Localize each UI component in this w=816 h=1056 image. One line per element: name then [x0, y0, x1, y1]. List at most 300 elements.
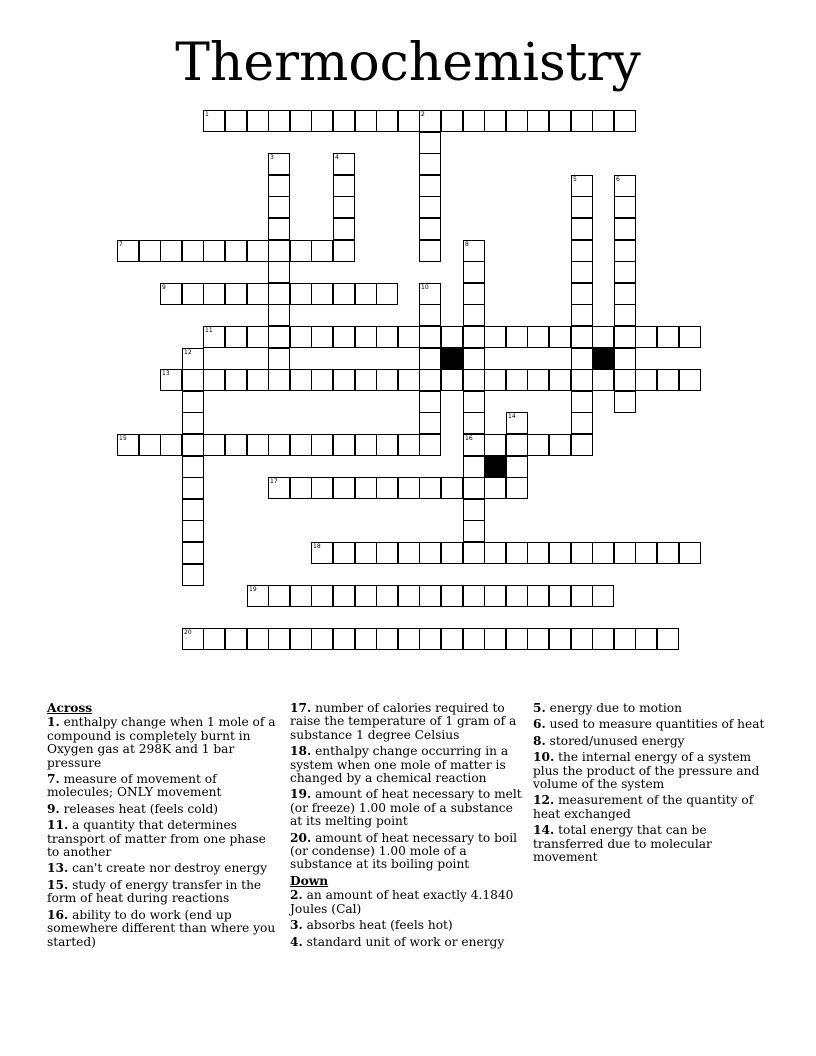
clue-text: amount of heat necessary to boil (or condense) 1.00 mole of a substance at its boiling point: [290, 830, 518, 872]
grid-cell[interactable]: [635, 326, 657, 348]
clues-column-3: [533, 702, 767, 867]
grid-cell[interactable]: [160, 240, 182, 262]
clue-number-label: 7: [119, 241, 123, 248]
grid-cell[interactable]: [419, 196, 441, 218]
grid-cell[interactable]: [182, 499, 204, 521]
grid-cell[interactable]: [355, 110, 377, 132]
clue-number-label: 16: [465, 435, 473, 442]
grid-cell[interactable]: [614, 240, 636, 262]
grid-cell[interactable]: [635, 369, 657, 391]
grid-cell[interactable]: [376, 542, 398, 564]
grid-cell[interactable]: [203, 369, 225, 391]
grid-cell[interactable]: [268, 326, 290, 348]
clue-number: 3.: [290, 918, 303, 933]
grid-cell[interactable]: [311, 477, 333, 499]
grid-cell[interactable]: [268, 369, 290, 391]
grid-cell[interactable]: [398, 434, 420, 456]
grid-cell[interactable]: [506, 369, 528, 391]
grid-cell[interactable]: [398, 369, 420, 391]
grid-cell[interactable]: [527, 585, 549, 607]
grid-cell[interactable]: [398, 326, 420, 348]
grid-cell[interactable]: [290, 283, 312, 305]
grid-cell[interactable]: [333, 218, 355, 240]
grid-cell[interactable]: [657, 542, 679, 564]
grid-cell[interactable]: [355, 477, 377, 499]
grid-cell[interactable]: [463, 283, 485, 305]
grid-cell[interactable]: [441, 326, 463, 348]
grid-cell[interactable]: [290, 434, 312, 456]
grid-cell[interactable]: [679, 369, 701, 391]
grid-cell[interactable]: [333, 477, 355, 499]
grid-cell[interactable]: [657, 369, 679, 391]
grid-cell[interactable]: [419, 348, 441, 370]
clue-number-label: 10: [421, 284, 429, 291]
grid-cell[interactable]: [268, 196, 290, 218]
grid-cell[interactable]: [139, 240, 161, 262]
grid-cell[interactable]: [333, 153, 355, 175]
clue-number: 7.: [47, 772, 60, 787]
clue-number-label: 9: [162, 284, 166, 291]
grid-cell[interactable]: [571, 110, 593, 132]
clue-number-label: 1: [205, 111, 209, 118]
clues-column-1: [47, 702, 281, 952]
grid-cell[interactable]: [268, 348, 290, 370]
grid-cell[interactable]: [268, 304, 290, 326]
clue-number-label: 3: [270, 154, 274, 161]
clue-down-12: [533, 794, 767, 821]
grid-cell[interactable]: [355, 628, 377, 650]
clue-number: 2.: [290, 888, 303, 903]
grid-cell[interactable]: [225, 283, 247, 305]
grid-cell[interactable]: [657, 326, 679, 348]
grid-cell[interactable]: [592, 110, 614, 132]
grid-cell[interactable]: [333, 434, 355, 456]
grid-cell[interactable]: [139, 434, 161, 456]
clue-number-label: 2: [421, 111, 425, 118]
down-heading: Down: [290, 873, 329, 888]
grid-cell[interactable]: [441, 477, 463, 499]
grid-cell[interactable]: [571, 434, 593, 456]
grid-cell[interactable]: [592, 585, 614, 607]
grid-cell[interactable]: [160, 369, 182, 391]
grid-cell[interactable]: [333, 175, 355, 197]
grid-cell[interactable]: [506, 412, 528, 434]
grid-cell[interactable]: [419, 412, 441, 434]
clue-text: standard unit of work or energy: [306, 934, 505, 949]
grid-cell[interactable]: [592, 326, 614, 348]
clue-number: 15.: [47, 877, 69, 892]
clue-text: number of calories required to raise the temperature of 1 gram of a substance 1 degree Celsius: [290, 701, 517, 742]
grid-cell[interactable]: [268, 240, 290, 262]
clue-number: 16.: [47, 907, 69, 922]
grid-cell[interactable]: [419, 628, 441, 650]
grid-cell[interactable]: [268, 218, 290, 240]
clue-text: stored/unused energy: [549, 733, 685, 748]
grid-cell[interactable]: [290, 628, 312, 650]
grid-cell[interactable]: [527, 628, 549, 650]
grid-cell[interactable]: [614, 261, 636, 283]
clue-number-label: 8: [465, 241, 469, 248]
grid-cell[interactable]: [614, 628, 636, 650]
grid-cell[interactable]: [182, 456, 204, 478]
grid-cell[interactable]: [290, 585, 312, 607]
clue-across-19: [290, 788, 524, 828]
grid-cell[interactable]: [203, 283, 225, 305]
grid-cell[interactable]: [506, 456, 528, 478]
grid-cell[interactable]: [160, 434, 182, 456]
grid-cell[interactable]: [419, 434, 441, 456]
grid-cell[interactable]: [398, 628, 420, 650]
grid-cell[interactable]: [463, 369, 485, 391]
grid-cell[interactable]: [355, 283, 377, 305]
grid-cell[interactable]: [506, 110, 528, 132]
clue-across-9: [47, 803, 281, 816]
grid-cell[interactable]: [463, 434, 485, 456]
grid-cell[interactable]: [376, 585, 398, 607]
grid-cell[interactable]: [398, 542, 420, 564]
grid-cell[interactable]: [657, 628, 679, 650]
grid-cell[interactable]: [333, 369, 355, 391]
grid-cell[interactable]: [333, 283, 355, 305]
grid-cell[interactable]: [290, 326, 312, 348]
grid-cell[interactable]: [333, 326, 355, 348]
grid-cell[interactable]: [635, 628, 657, 650]
grid-cell[interactable]: [290, 477, 312, 499]
grid-cell[interactable]: [571, 585, 593, 607]
clue-text: study of energy transfer in the form of heat during reactions: [47, 877, 262, 906]
grid-cell[interactable]: [463, 304, 485, 326]
clue-down-2: [290, 889, 524, 916]
grid-cell[interactable]: [571, 218, 593, 240]
grid-cell[interactable]: [571, 391, 593, 413]
clue-down-8: [533, 735, 767, 748]
grid-cell[interactable]: [311, 283, 333, 305]
grid-cell[interactable]: [203, 434, 225, 456]
grid-cell[interactable]: [376, 110, 398, 132]
grid-cell[interactable]: [419, 240, 441, 262]
grid-cell[interactable]: [419, 132, 441, 154]
grid-cell[interactable]: [182, 542, 204, 564]
clue-down-4: [290, 936, 524, 949]
grid-cell[interactable]: [614, 175, 636, 197]
grid-cell[interactable]: [614, 304, 636, 326]
grid-cell[interactable]: [376, 326, 398, 348]
grid-cell[interactable]: [268, 434, 290, 456]
grid-cell[interactable]: [203, 628, 225, 650]
grid-cell[interactable]: [268, 283, 290, 305]
grid-cell[interactable]: [527, 326, 549, 348]
clue-number-label: 19: [249, 586, 257, 593]
grid-cell[interactable]: [182, 520, 204, 542]
grid-cell[interactable]: [527, 542, 549, 564]
grid-cell[interactable]: [419, 585, 441, 607]
clue-text: enthalpy change when 1 mole of a compound is completely burnt in Oxygen gas at 298K and 1 bar pressure: [47, 715, 276, 770]
grid-cell[interactable]: [441, 585, 463, 607]
grid-cell[interactable]: [311, 585, 333, 607]
grid-cell[interactable]: [182, 240, 204, 262]
grid-cell[interactable]: [441, 628, 463, 650]
grid-cell-black: [441, 348, 463, 370]
grid-cell[interactable]: [571, 412, 593, 434]
grid-cell[interactable]: [527, 110, 549, 132]
grid-cell[interactable]: [311, 542, 333, 564]
grid-cell[interactable]: [614, 218, 636, 240]
clue-text: enthalpy change occurring in a system when one mole of matter is changed by a chemical reaction: [290, 744, 509, 786]
grid-cell[interactable]: [614, 369, 636, 391]
grid-cell[interactable]: [398, 585, 420, 607]
grid-cell[interactable]: [549, 369, 571, 391]
grid-cell[interactable]: [419, 175, 441, 197]
grid-cell[interactable]: [419, 369, 441, 391]
grid-cell[interactable]: [571, 261, 593, 283]
clue-text: the internal energy of a system plus the product of the pressure and volume of the system: [533, 750, 760, 792]
grid-cell[interactable]: [225, 110, 247, 132]
clue-number-label: 6: [616, 176, 620, 183]
grid-cell[interactable]: [419, 542, 441, 564]
page-title: Thermochemistry: [175, 33, 641, 93]
grid-cell[interactable]: [355, 434, 377, 456]
grid-cell[interactable]: [549, 110, 571, 132]
grid-cell[interactable]: [571, 196, 593, 218]
grid-cell-black: [484, 456, 506, 478]
grid-cell[interactable]: [419, 153, 441, 175]
grid-cell[interactable]: [355, 585, 377, 607]
grid-cell[interactable]: [247, 326, 269, 348]
grid-cell[interactable]: [419, 110, 441, 132]
grid-cell[interactable]: [376, 283, 398, 305]
grid-cell[interactable]: [333, 240, 355, 262]
grid-cell[interactable]: [225, 240, 247, 262]
grid-cell[interactable]: [463, 412, 485, 434]
grid-cell[interactable]: [268, 175, 290, 197]
grid-cell[interactable]: [484, 628, 506, 650]
grid-cell[interactable]: [571, 348, 593, 370]
grid-cell[interactable]: [571, 542, 593, 564]
grid-cell[interactable]: [506, 585, 528, 607]
grid-cell[interactable]: [441, 110, 463, 132]
grid-cell[interactable]: [592, 542, 614, 564]
clue-across-7: [47, 773, 281, 800]
grid-cell[interactable]: [398, 110, 420, 132]
clue-number: 5.: [533, 701, 546, 715]
grid-cell[interactable]: [268, 110, 290, 132]
grid-cell[interactable]: [117, 240, 139, 262]
grid-cell[interactable]: [117, 434, 139, 456]
clue-down-6: [533, 718, 767, 731]
clue-across-1: [47, 716, 281, 770]
grid-cell[interactable]: [203, 326, 225, 348]
grid-cell[interactable]: [247, 110, 269, 132]
clue-number: 10.: [533, 750, 555, 765]
grid-cell[interactable]: [679, 326, 701, 348]
grid-cell[interactable]: [182, 412, 204, 434]
grid-cell[interactable]: [484, 326, 506, 348]
grid-cell[interactable]: [290, 240, 312, 262]
grid-cell[interactable]: [419, 283, 441, 305]
grid-cell[interactable]: [225, 434, 247, 456]
clue-number: 13.: [47, 861, 69, 876]
grid-cell[interactable]: [203, 110, 225, 132]
grid-cell[interactable]: [268, 628, 290, 650]
grid-cell[interactable]: [182, 369, 204, 391]
grid-cell[interactable]: [506, 542, 528, 564]
clue-number: 17.: [290, 701, 312, 715]
grid-cell[interactable]: [182, 628, 204, 650]
grid-cell[interactable]: [463, 261, 485, 283]
grid-cell[interactable]: [182, 348, 204, 370]
grid-cell[interactable]: [506, 434, 528, 456]
grid-cell[interactable]: [484, 434, 506, 456]
grid-cell[interactable]: [463, 110, 485, 132]
grid-cell[interactable]: [333, 585, 355, 607]
grid-cell[interactable]: [268, 261, 290, 283]
grid-cell[interactable]: [333, 110, 355, 132]
grid-cell[interactable]: [463, 240, 485, 262]
grid-cell[interactable]: [419, 391, 441, 413]
grid-cell[interactable]: [484, 542, 506, 564]
grid-cell[interactable]: [463, 326, 485, 348]
grid-cell[interactable]: [571, 369, 593, 391]
grid-cell[interactable]: [463, 456, 485, 478]
grid-cell[interactable]: [614, 391, 636, 413]
grid-cell[interactable]: [160, 283, 182, 305]
grid-cell[interactable]: [182, 477, 204, 499]
grid-cell[interactable]: [571, 326, 593, 348]
grid-cell[interactable]: [527, 434, 549, 456]
grid-cell[interactable]: [463, 628, 485, 650]
clue-down-5: [533, 702, 767, 715]
grid-cell[interactable]: [182, 434, 204, 456]
grid-cell[interactable]: [419, 477, 441, 499]
grid-cell[interactable]: [549, 434, 571, 456]
grid-cell[interactable]: [549, 542, 571, 564]
clue-across-13: [47, 862, 281, 875]
grid-cell[interactable]: [463, 585, 485, 607]
grid-cell[interactable]: [614, 542, 636, 564]
clue-number: 18.: [290, 744, 312, 759]
clue-number-label: 4: [335, 154, 339, 161]
grid-cell[interactable]: [463, 542, 485, 564]
grid-cell[interactable]: [333, 628, 355, 650]
grid-cell[interactable]: [571, 304, 593, 326]
clue-across-17: [290, 702, 524, 742]
grid-cell[interactable]: [247, 283, 269, 305]
clue-number-label: 17: [270, 478, 278, 485]
grid-cell[interactable]: [571, 175, 593, 197]
grid-cell[interactable]: [614, 348, 636, 370]
grid-cell[interactable]: [355, 542, 377, 564]
grid-cell[interactable]: [463, 499, 485, 521]
clue-text: measure of movement of molecules; ONLY movement: [47, 772, 222, 800]
grid-cell[interactable]: [225, 369, 247, 391]
grid-cell[interactable]: [203, 240, 225, 262]
grid-cell[interactable]: [311, 369, 333, 391]
grid-cell[interactable]: [441, 369, 463, 391]
grid-cell[interactable]: [506, 477, 528, 499]
grid-cell[interactable]: [549, 585, 571, 607]
grid-cell[interactable]: [182, 564, 204, 586]
grid-cell[interactable]: [419, 326, 441, 348]
grid-cell[interactable]: [311, 110, 333, 132]
grid-cell[interactable]: [635, 542, 657, 564]
grid-cell[interactable]: [419, 218, 441, 240]
grid-cell[interactable]: [506, 628, 528, 650]
grid-cell[interactable]: [355, 369, 377, 391]
grid-cell[interactable]: [290, 369, 312, 391]
grid-cell[interactable]: [247, 240, 269, 262]
grid-cell[interactable]: [592, 369, 614, 391]
clue-number: 9.: [47, 801, 60, 816]
grid-cell[interactable]: [376, 477, 398, 499]
grid-cell[interactable]: [311, 326, 333, 348]
grid-cell[interactable]: [549, 628, 571, 650]
grid-cell[interactable]: [484, 369, 506, 391]
grid-cell[interactable]: [527, 369, 549, 391]
grid-cell[interactable]: [376, 369, 398, 391]
grid-cell[interactable]: [484, 585, 506, 607]
grid-cell[interactable]: [614, 326, 636, 348]
clue-text: ability to do work (end up somewhere different than where you started): [47, 907, 276, 949]
grid-cell[interactable]: [441, 542, 463, 564]
grid-cell[interactable]: [614, 283, 636, 305]
grid-cell[interactable]: [333, 542, 355, 564]
grid-cell[interactable]: [614, 196, 636, 218]
grid-cell[interactable]: [419, 304, 441, 326]
grid-cell[interactable]: [182, 391, 204, 413]
grid-cell[interactable]: [290, 110, 312, 132]
grid-cell[interactable]: [571, 240, 593, 262]
grid-cell[interactable]: [311, 628, 333, 650]
grid-cell[interactable]: [247, 434, 269, 456]
grid-cell[interactable]: [571, 283, 593, 305]
grid-cell[interactable]: [592, 628, 614, 650]
grid-cell[interactable]: [225, 628, 247, 650]
grid-cell[interactable]: [484, 110, 506, 132]
grid-cell[interactable]: [311, 240, 333, 262]
grid-cell[interactable]: [484, 477, 506, 499]
grid-cell[interactable]: [463, 477, 485, 499]
grid-cell[interactable]: [268, 153, 290, 175]
grid-cell[interactable]: [247, 585, 269, 607]
grid-cell[interactable]: [225, 326, 247, 348]
grid-cell[interactable]: [376, 628, 398, 650]
grid-cell[interactable]: [247, 628, 269, 650]
grid-cell[interactable]: [506, 326, 528, 348]
clue-number: 1.: [47, 715, 60, 730]
clue-number-label: 18: [313, 543, 321, 550]
grid-cell[interactable]: [398, 477, 420, 499]
across-heading: Across: [47, 701, 93, 715]
clue-across-16: [47, 909, 281, 949]
grid-cell[interactable]: [463, 348, 485, 370]
grid-cell[interactable]: [549, 326, 571, 348]
grid-cell[interactable]: [268, 477, 290, 499]
grid-cell[interactable]: [571, 628, 593, 650]
grid-cell[interactable]: [376, 434, 398, 456]
grid-cell[interactable]: [463, 391, 485, 413]
grid-cell[interactable]: [247, 369, 269, 391]
grid-cell[interactable]: [311, 434, 333, 456]
grid-cell[interactable]: [679, 542, 701, 564]
grid-cell[interactable]: [333, 196, 355, 218]
grid-cell[interactable]: [268, 585, 290, 607]
clue-number: 12.: [533, 793, 555, 808]
grid-cell[interactable]: [614, 110, 636, 132]
grid-cell[interactable]: [463, 520, 485, 542]
grid-cell[interactable]: [182, 283, 204, 305]
grid-cell[interactable]: [355, 326, 377, 348]
clue-down-10: [533, 751, 767, 791]
